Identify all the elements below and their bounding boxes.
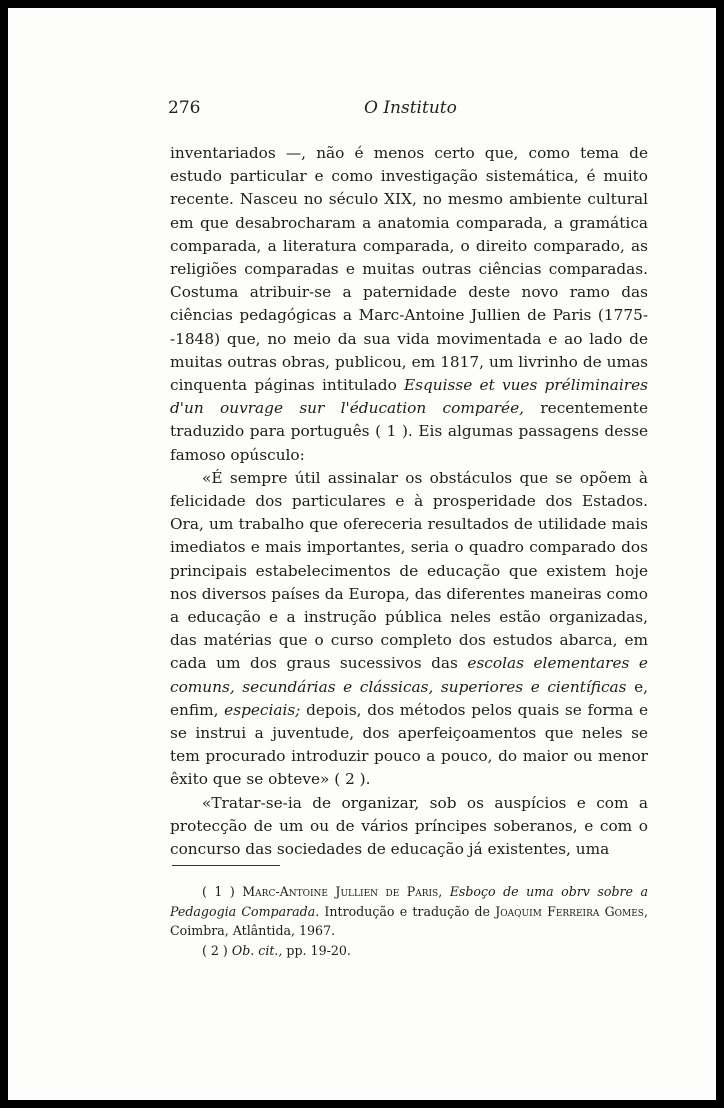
footnote-1-translator: Joaquim Ferreira Gomes	[495, 903, 644, 919]
paragraph-1-text: inventariados —, não é menos certo que, como tema de estudo particular e como investigação sistemática, é muito recente. Nasceu no século XIX, no mesmo ambiente cultural em que desabrocharam a anatomia comparada, a gramática comparada, a literatura comparada, o direito comparado, as religiões comparadas e muitas outras ciências comparadas. Costuma atribuir-se a paternidade deste novo ramo das ciências pedagógicas a Marc-Antoine Jullien de Paris (1775--1848) que, no meio da sua vida movimentada e ao lado de muitas outras obras, publicou, em 1817, um livrinho de umas cinquenta páginas intitulado	[170, 144, 648, 395]
body-text	[170, 142, 648, 861]
footnote-1-title: Esboço de uma obrv sobre a Pedagogia Comparada.	[170, 884, 648, 919]
footnote-1	[170, 882, 648, 941]
paragraph-1-tail: recentemente traduzido para português ( 1 ). Eis algumas passagens desse famoso opúsculo:	[170, 399, 648, 464]
paragraph-2-italic-1: escolas elementares e comuns, secundárias e clássicas, superiores e científicas	[170, 654, 648, 696]
footnote-2-mark: ( 2 )	[202, 942, 228, 958]
book-page	[8, 8, 716, 1100]
footnote-divider	[172, 865, 280, 866]
book-title: Esquisse et vues préliminaires d'un ouvrage sur l'éducation comparée,	[170, 376, 648, 418]
footnote-1-mark: ( 1 )	[202, 884, 235, 899]
paragraph-2	[170, 467, 648, 792]
paragraph-3: «Tratar-se-ia de organizar, sob os auspícios e com a protecção de um ou de vários príncipes soberanos, e com o concurso das sociedades de educação já existentes, uma	[170, 793, 648, 859]
footnote-1-text: Introdução e tradução de	[319, 903, 496, 919]
running-header	[168, 98, 648, 124]
journal-title: O Instituto	[364, 98, 457, 118]
footnote-2	[170, 941, 648, 961]
footnote-1-author: Marc-Antoine Jullien de Paris,	[242, 884, 443, 899]
paragraph-1	[170, 142, 648, 467]
footnote-2-ref: Ob. cit.,	[231, 942, 283, 958]
footnotes	[170, 882, 648, 960]
footnote-1-publisher: , Coimbra, Atlântida, 1967.	[170, 903, 648, 938]
paragraph-2-text-c: depois, dos métodos pelos quais se forma e se instrui a juventude, dos aperfeiçoamentos que neles se tem procurado introduzir pouco a pouco, do maior ou menor êxito que se obteve» ( 2 ).	[170, 700, 648, 789]
page-number: 276	[168, 98, 201, 118]
paragraph-2-italic-2: especiais;	[224, 700, 301, 719]
paragraph-2-text-b: e, enfim,	[170, 677, 648, 719]
paragraph-2-text-a: «É sempre útil assinalar os obstáculos que se opõem à felicidade dos particulares e à prosperidade dos Estados. Ora, um trabalho que ofereceria resultados de utilidade mais imediatos e mais importantes, seria o quadro comparado dos principais estabelecimentos de educação que existem hoje nos diversos países da Europa, das diferentes maneiras como a educação e a instrução pública neles estão organizadas, das matérias que o curso completo dos estudos abarca, em cada um dos graus sucessivos das	[170, 468, 648, 673]
footnote-2-pages: pp. 19-20.	[282, 942, 351, 958]
